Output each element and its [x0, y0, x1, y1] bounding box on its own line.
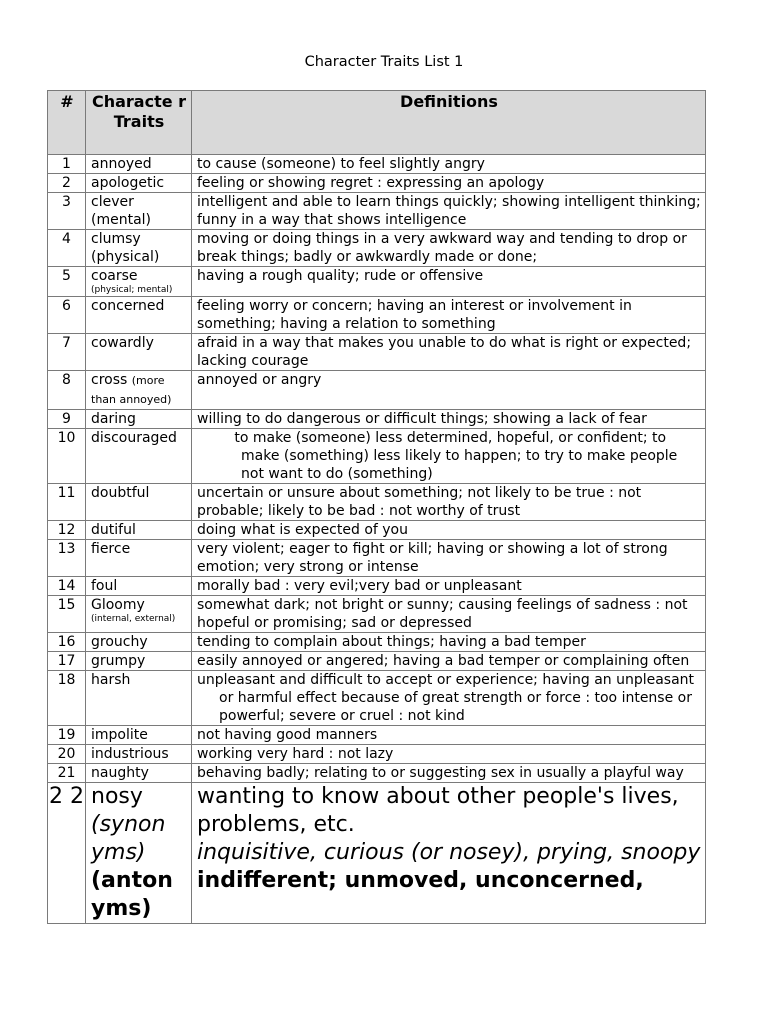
definition-line: funny in a way that shows intelligence: [197, 212, 467, 228]
trait-definition: feeling or showing regret : expressing an apology: [192, 174, 706, 193]
row-number: 1: [48, 155, 86, 174]
table-row: [48, 671, 706, 726]
table-row: [48, 267, 706, 297]
trait-definition: having a rough quality; rude or offensive: [192, 267, 706, 297]
trait-name: apologetic: [86, 174, 192, 193]
trait-name: [86, 783, 192, 924]
synonyms-list: inquisitive, curious (or nosey), prying, snoopy: [197, 840, 701, 865]
row-number: 12: [48, 521, 86, 540]
table-row: [48, 155, 706, 174]
trait-name: foul: [86, 577, 192, 596]
table-body: [48, 155, 706, 924]
row-number: 6: [48, 297, 86, 334]
trait-label: cross: [91, 372, 128, 388]
row-number: 13: [48, 540, 86, 577]
row-number: 8: [48, 371, 86, 410]
row-number: 2 2: [48, 783, 86, 924]
trait-definition: working very hard : not lazy: [192, 745, 706, 764]
row-number: 3: [48, 193, 86, 230]
document-title: Character Traits List 1: [304, 54, 464, 70]
trait-definition: annoyed or angry: [192, 371, 706, 410]
trait-note: (more than annoyed): [91, 374, 172, 406]
definition-text: unpleasant and difficult to accept or experience; having an unpleasant or harmful effect because of great strength or force : too intense or powerful; severe or cruel : not kind: [197, 672, 695, 724]
definition-text: to make (someone) less determined, hopeful, or confident; to make (something) less likely to happen; to try to make people not want to do (something): [234, 430, 678, 482]
table-header-row: [48, 91, 706, 155]
table-row: [48, 174, 706, 193]
table-row: [48, 193, 706, 230]
trait-name: industrious: [86, 745, 192, 764]
row-number: 2: [48, 174, 86, 193]
trait-definition: morally bad : very evil;very bad or unpleasant: [192, 577, 706, 596]
row-number: 21: [48, 764, 86, 783]
table-row: [48, 540, 706, 577]
table-row: [48, 652, 706, 671]
row-number: 18: [48, 671, 86, 726]
trait-name: [86, 267, 192, 297]
row-number: 14: [48, 577, 86, 596]
row-number: 17: [48, 652, 86, 671]
definition-line: intelligent and able to learn things quickly; showing intelligent thinking;: [197, 194, 701, 210]
trait-definition: afraid in a way that makes you unable to do what is right or expected; lacking courage: [192, 334, 706, 371]
table-row: [48, 726, 706, 745]
header-number: #: [48, 91, 86, 155]
trait-definition: willing to do dangerous or difficult things; showing a lack of fear: [192, 410, 706, 429]
trait-name: [86, 371, 192, 410]
table-row: [48, 484, 706, 521]
trait-definition: easily annoyed or angered; having a bad temper or complaining often: [192, 652, 706, 671]
table-row: [48, 371, 706, 410]
trait-definition: doing what is expected of you: [192, 521, 706, 540]
trait-name: fierce: [86, 540, 192, 577]
trait-definition: very violent; eager to fight or kill; having or showing a lot of strong emotion; very strong or intense: [192, 540, 706, 577]
trait-name: doubtful: [86, 484, 192, 521]
trait-definition: [192, 671, 706, 726]
trait-definition: moving or doing things in a very awkward way and tending to drop or break things; badly or awkwardly made or done;: [192, 230, 706, 267]
bulleted-definition: [197, 429, 701, 483]
trait-definition: to cause (someone) to feel slightly angry: [192, 155, 706, 174]
table-row: [48, 577, 706, 596]
trait-definition: somewhat dark; not bright or sunny; causing feelings of sadness : not hopeful or promising; sad or depressed: [192, 596, 706, 633]
table-row: [48, 297, 706, 334]
header-trait: Characte r Traits: [86, 91, 192, 155]
table-row: [48, 429, 706, 484]
trait-note: (internal, external): [91, 614, 176, 624]
table-row: [48, 230, 706, 267]
row-number: 7: [48, 334, 86, 371]
trait-name: grouchy: [86, 633, 192, 652]
trait-definition: [192, 193, 706, 230]
trait-label: coarse: [91, 268, 138, 284]
table-row: [48, 521, 706, 540]
row-number: 20: [48, 745, 86, 764]
trait-name: naughty: [86, 764, 192, 783]
trait-definition: behaving badly; relating to or suggesting sex in usually a playful way: [192, 764, 706, 783]
trait-name: [86, 596, 192, 633]
row-number: 16: [48, 633, 86, 652]
table-row: [48, 334, 706, 371]
trait-label: Gloomy: [91, 597, 145, 613]
trait-name: grumpy: [86, 652, 192, 671]
antonyms-list: indifferent; unmoved, unconcerned,: [197, 868, 644, 893]
trait-name: harsh: [86, 671, 192, 726]
character-traits-table: [47, 90, 706, 924]
row-number: 19: [48, 726, 86, 745]
table-row: [48, 745, 706, 764]
trait-name: daring: [86, 410, 192, 429]
row-number: 11: [48, 484, 86, 521]
row-number: 10: [48, 429, 86, 484]
trait-note: (physical; mental): [91, 285, 173, 295]
trait-definition: feeling worry or concern; having an interest or involvement in something; having a relation to something: [192, 297, 706, 334]
synonyms-label: (synon yms): [91, 812, 166, 865]
bulleted-definition: [197, 671, 701, 725]
trait-definition: [192, 783, 706, 924]
trait-definition: not having good manners: [192, 726, 706, 745]
row-number: 9: [48, 410, 86, 429]
antonyms-label: (anton yms): [91, 868, 173, 921]
trait-name: concerned: [86, 297, 192, 334]
trait-name: clever (mental): [86, 193, 192, 230]
trait-name: impolite: [86, 726, 192, 745]
trait-name: annoyed: [86, 155, 192, 174]
table-row: [48, 633, 706, 652]
trait-label: nosy: [91, 784, 143, 809]
trait-name: clumsy (physical): [86, 230, 192, 267]
trait-definition: [192, 429, 706, 484]
definition-text: wanting to know about other people's lives, problems, etc.: [197, 784, 679, 837]
trait-definition: tending to complain about things; having a bad temper: [192, 633, 706, 652]
row-number: 15: [48, 596, 86, 633]
table-row-large: [48, 783, 706, 924]
table-row: [48, 764, 706, 783]
table-row: [48, 596, 706, 633]
header-definitions: Definitions: [192, 91, 706, 155]
trait-name: cowardly: [86, 334, 192, 371]
trait-name: dutiful: [86, 521, 192, 540]
trait-definition: uncertain or unsure about something; not likely to be true : not probable; likely to be bad : not worthy of trust: [192, 484, 706, 521]
trait-name: discouraged: [86, 429, 192, 484]
table-row: [48, 410, 706, 429]
row-number: 4: [48, 230, 86, 267]
row-number: 5: [48, 267, 86, 297]
